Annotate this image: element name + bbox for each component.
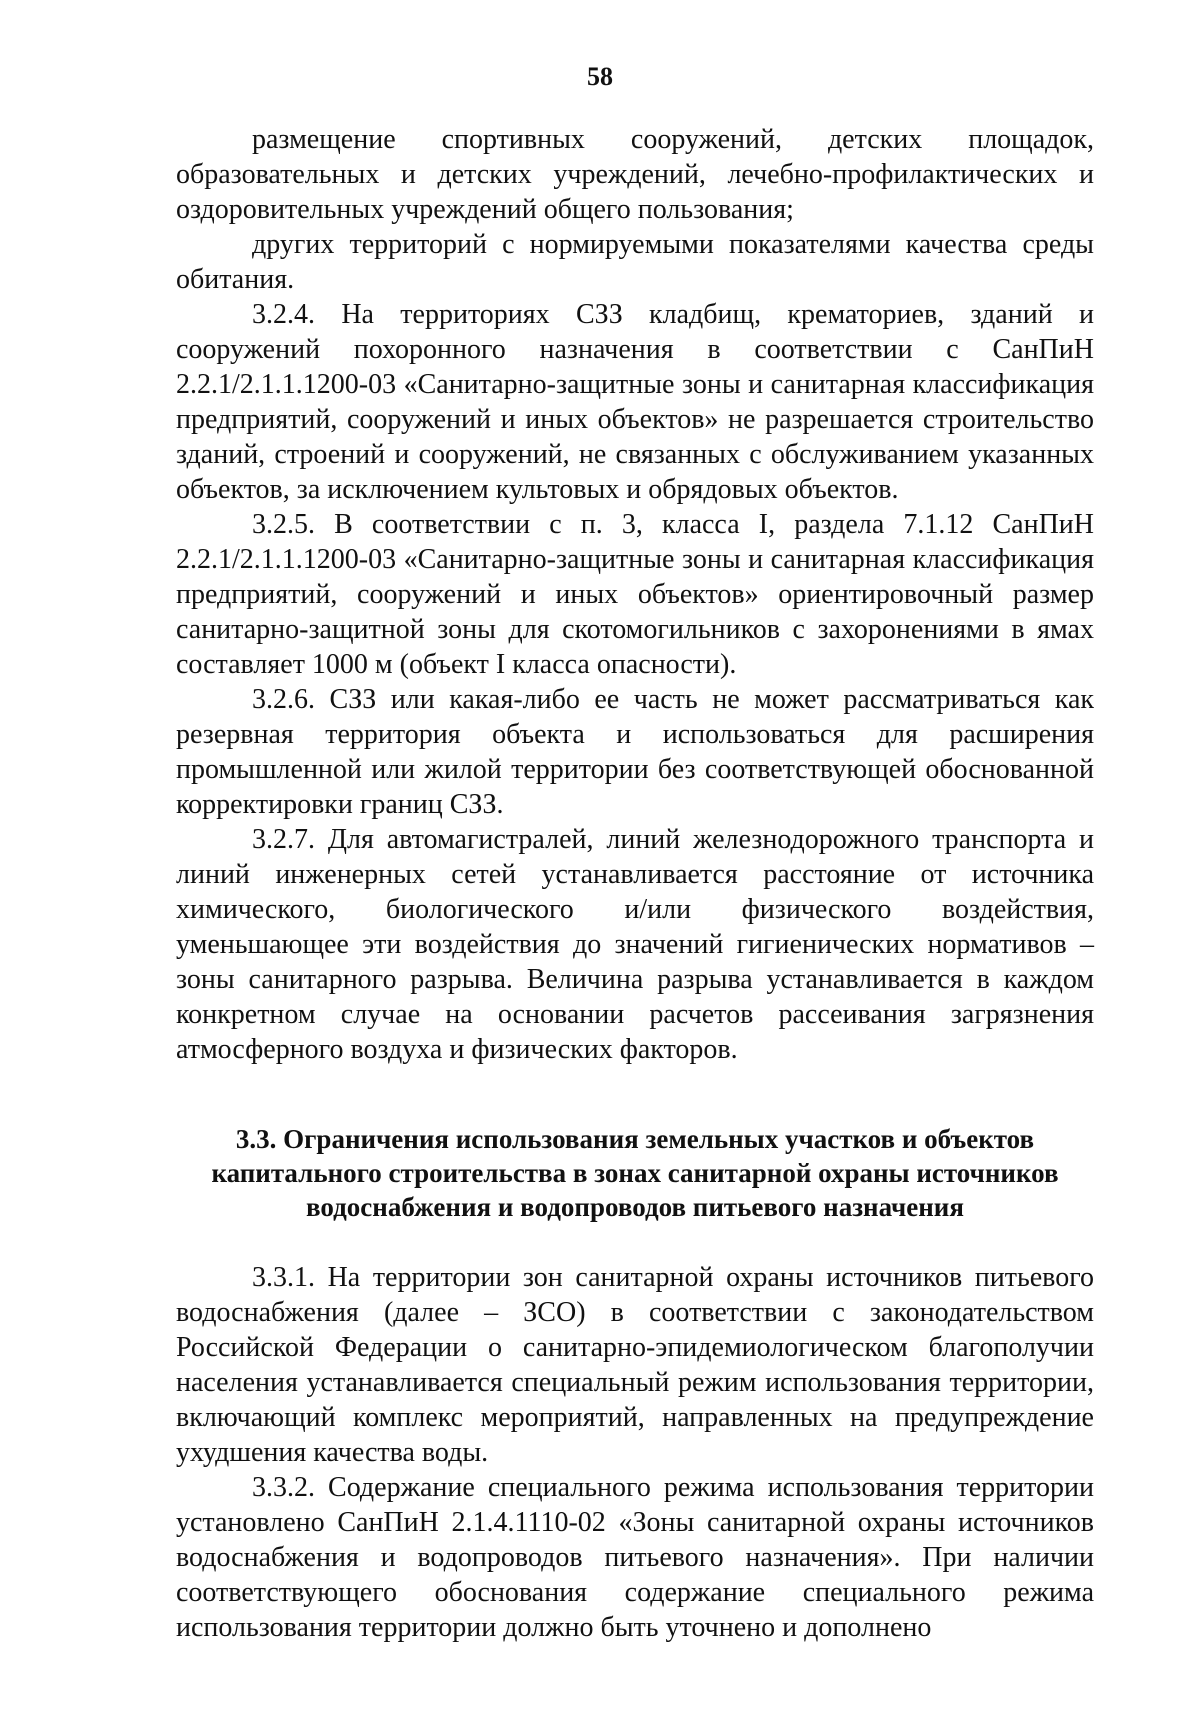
- page-number: 58: [587, 62, 613, 91]
- paragraph-3-2-7: 3.2.7. Для автомагистралей, линий железнодорожного транспорта и линий инженерных сетей устанавливается расстояние от источника химического, биологического и/или физического воздействия, уменьшающее эти воздействия до значений гигиенических нормативов – зоны санитарного разрыва. Величина разрыва устанавливается в каждом конкретном случае на основании расчетов рассеивания загрязнения атмосферного воздуха и физических факторов.: [176, 824, 1094, 1065]
- paragraph-3-3-2: 3.3.2. Содержание специального режима использования территории установлено СанПиН 2.1.4.1110-02 «Зоны санитарной охраны источников водоснабжения и водопроводов питьевого назначения». При наличии соответствующего обоснования содержание специального режима использования территории должно быть уточнено и дополнено: [176, 1472, 1094, 1643]
- paragraph-3-3-1: 3.3.1. На территории зон санитарной охраны источников питьевого водоснабжения (далее – ЗСО) в соответствии с законодательством Российской Федерации о санитарно-эпидемиологическом благополучии населения устанавливается специальный режим использования территории, включающий комплекс мероприятий, направленных на предупреждение ухудшения качества воды.: [176, 1262, 1094, 1468]
- heading-line: 3.3. Ограничения использования земельных участков и объектов: [235, 1124, 1035, 1154]
- heading-line: водоснабжения и водопроводов питьевого назначения: [306, 1192, 964, 1222]
- section-3-3-heading: [176, 1122, 1094, 1224]
- paragraph: размещение спортивных сооружений, детских площадок, образовательных и детских учреждений, лечебно-профилактических и оздоровительных учреждений общего пользования;: [176, 124, 1094, 225]
- paragraph: других территорий с нормируемыми показателями качества среды обитания.: [176, 229, 1094, 295]
- paragraph-3-2-5: 3.2.5. В соответствии с п. 3, класса I, раздела 7.1.12 СанПиН 2.2.1/2.1.1.1200-03 «Санитарно-защитные зоны и санитарная классификация предприятий, сооружений и иных объектов» ориентировочный размер санитарно-защитной зоны для скотомогильников с захоронениями в ямах составляет 1000 м (объект I класса опасности).: [176, 509, 1094, 680]
- heading-line: капитального строительства в зонах санитарной охраны источников: [211, 1158, 1059, 1188]
- section-3-2-text: [176, 122, 1094, 1067]
- paragraph-3-2-6: 3.2.6. СЗЗ или какая-либо ее часть не может рассматриваться как резервная территория объекта и использоваться для расширения промышленной или жилой территории без соответствующей обоснованной корректировки границ СЗЗ.: [176, 684, 1094, 820]
- paragraph-3-2-4: 3.2.4. На территориях СЗЗ кладбищ, крематориев, зданий и сооружений похоронного назначения в соответствии с СанПиН 2.2.1/2.1.1.1200-03 «Санитарно-защитные зоны и санитарная классификация предприятий, сооружений и иных объектов» не разрешается строительство зданий, строений и сооружений, не связанных с обслуживанием указанных объектов, за исключением культовых и обрядовых объектов.: [176, 299, 1094, 505]
- section-3-3-text: [176, 1260, 1094, 1645]
